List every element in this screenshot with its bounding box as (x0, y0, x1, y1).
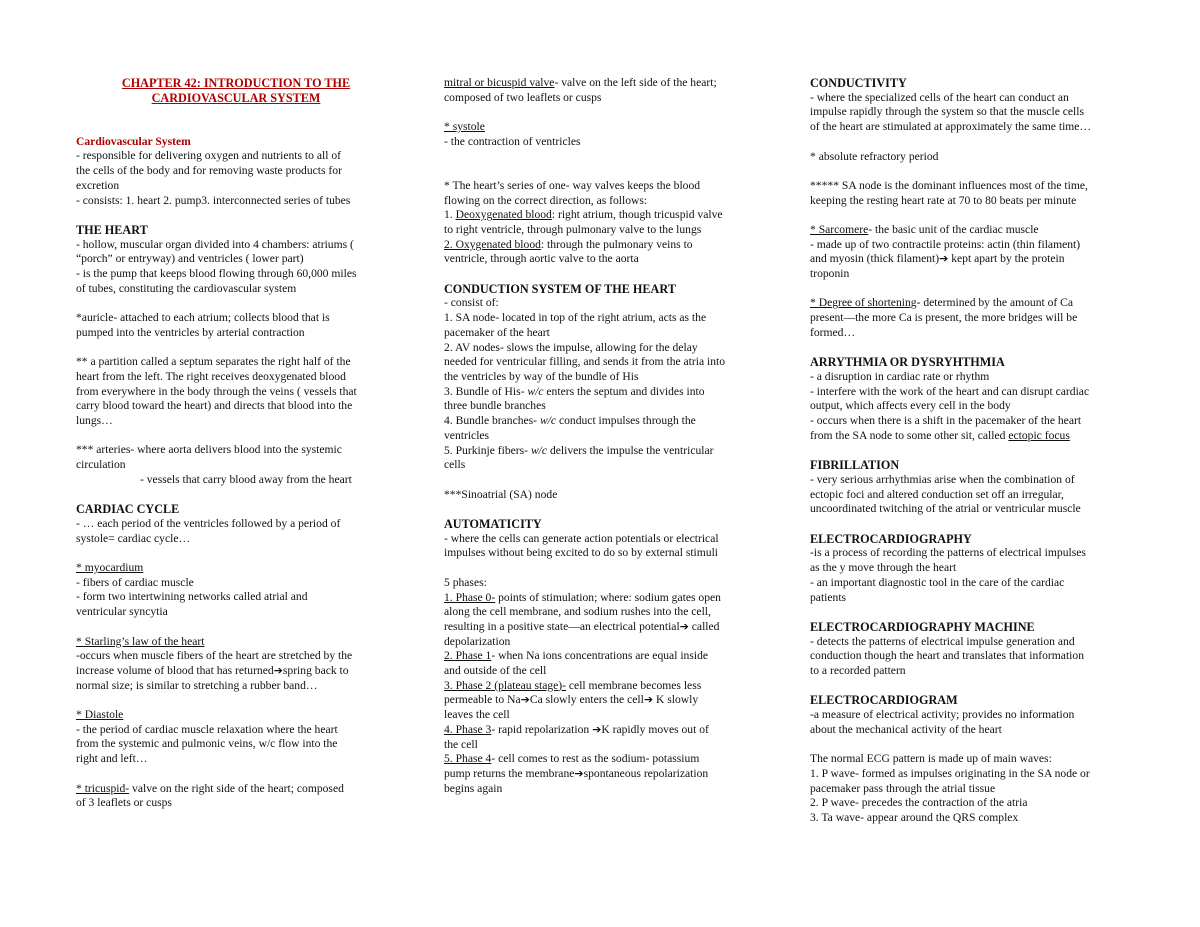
text-line: to a recorded pattern (810, 664, 906, 677)
text-line: present—the more Ca is present, the more bridges will be (810, 311, 1078, 325)
text-span: Ca slowly enters the cell (529, 693, 644, 707)
text-span: increase volume of blood that has returned (76, 663, 274, 677)
text-line: uncoordinated twitching of the atrial or ventricular muscle (810, 502, 1081, 516)
text-line: 2. AV nodes- slows the impulse, allowing for the delay (444, 340, 698, 354)
text-line: output, which affects every cell in the body (810, 399, 1011, 413)
chapter-title-line-2: CARDIOVASCULAR SYSTEM (151, 90, 321, 105)
text-line: pacemaker pass through the atrial tissue (810, 781, 996, 795)
text-line: ventricular syncytia (76, 605, 168, 619)
text-line: cells (444, 458, 466, 472)
text-line: * absolute refractory period (810, 149, 939, 163)
text-line (76, 782, 396, 797)
right-arrow-icon: ➔ (273, 663, 283, 677)
text-line: -a measure of electrical activity; provides no information (810, 708, 1075, 722)
text-line: formed… (810, 325, 856, 339)
text-line (444, 752, 764, 767)
text-span: w/c (530, 443, 548, 457)
tricuspid-term: * tricuspid- (76, 781, 130, 795)
text-line: heart from the left. The right receives deoxygenated blood (76, 369, 346, 383)
text-line: The normal ECG pattern is made up of main waves: (810, 752, 1052, 766)
text-span: cell membrane becomes less (566, 678, 702, 692)
column-2 (444, 76, 764, 796)
right-arrow-icon: ➔ (574, 766, 584, 780)
text-span: - determined by the amount of Ca (916, 296, 1074, 310)
text-line: excretion (76, 178, 120, 192)
text-line: patients (810, 590, 847, 604)
text-span: points of stimulation; where: sodium gates open (495, 590, 721, 604)
ectopic-focus-term: ectopic focus (1008, 428, 1070, 442)
text-line (444, 591, 764, 606)
text-line: - form two intertwining networks called atrial and (76, 590, 308, 604)
text-line: *** arteries- where aorta delivers blood into the systemic (76, 443, 342, 457)
text-line (444, 693, 764, 708)
phase-3-term: 4. Phase 3 (444, 722, 492, 736)
right-arrow-icon: ➔ (939, 252, 949, 266)
text-line: normal size; is similar to stretching a rubber band… (76, 678, 318, 692)
text-span: w/c (539, 414, 557, 428)
text-span: - valve on the left side of the heart; (554, 76, 717, 89)
text-line: 1. P wave- formed as impulses originating in the SA node or (810, 766, 1090, 780)
text-line: -occurs when muscle fibers of the heart are stretched by the (76, 649, 353, 663)
right-arrow-icon: ➔ (643, 693, 654, 707)
text-line: - interfere with the work of the heart and can disrupt cardiac (810, 384, 1090, 398)
text-line: carry blood toward the heart) and directs that blood into the (76, 399, 353, 413)
electrocardiography-heading: ELECTROCARDIOGRAPHY (810, 531, 972, 546)
text-span: enters the septum and divides into (543, 384, 705, 398)
text-line (810, 296, 1130, 311)
text-line: impulses without being excited to do so by external stimuli (444, 546, 719, 560)
text-span: 4. Bundle branches- (444, 414, 540, 428)
text-line: - the period of cardiac muscle relaxation where the heart (76, 722, 338, 736)
text-line: of tubes, constituting the cardiovascular system (76, 281, 297, 295)
cardiovascular-system-heading: Cardiovascular System (76, 134, 191, 148)
cardiac-cycle-heading: CARDIAC CYCLE (76, 502, 180, 517)
fibrillation-heading: FIBRILLATION (810, 458, 900, 473)
arrythmia-heading: ARRYTHMIA OR DYSRYHTHMIA (810, 355, 1005, 370)
text-line (444, 444, 764, 459)
text-line: - an important diagnostic tool in the care of the cardiac (810, 575, 1065, 589)
text-line: - responsible for delivering oxygen and nutrients to all of (76, 149, 341, 163)
text-line (444, 238, 764, 253)
text-line: and outside of the cell (444, 664, 547, 678)
text-line (444, 679, 764, 694)
text-line: 3. Ta wave- appear around the QRS complex (810, 811, 1019, 824)
text-span: K slowly (653, 693, 699, 707)
text-line: to right ventricle, through pulmonary valve to the lungs (444, 222, 702, 236)
chapter-title-line-1: CHAPTER 42: INTRODUCTION TO THE (121, 76, 351, 90)
electrocardiogram-heading: ELECTROCARDIOGRAM (810, 693, 958, 708)
degree-of-shortening-term: * Degree of shortening (810, 296, 917, 310)
text-line: conduction though the heart and translates that information (810, 649, 1084, 663)
text-span: : right atrium, though tricuspid valve (551, 208, 723, 222)
oxygenated-term: 2. Oxygenated blood (444, 237, 541, 251)
text-span: spring back to (282, 663, 349, 677)
text-line: begins again (444, 781, 503, 795)
text-span: valve on the right side of the heart; composed (129, 781, 344, 795)
phase-1-term: 2. Phase 1 (444, 649, 492, 663)
text-span: from the SA node to some other sit, called (810, 428, 1009, 442)
text-line: - consist of: (444, 296, 499, 310)
text-line: circulation (76, 458, 126, 472)
text-line: systole= cardiac cycle… (76, 531, 191, 545)
sarcomere-term: * Sarcomere (810, 222, 869, 236)
text-line: impulse rapidly through the system so that the muscle cells (810, 105, 1085, 119)
text-line: of 3 leaflets or cusps (76, 796, 172, 810)
text-line (444, 76, 764, 91)
ecg-machine-heading: ELECTROCARDIOGRAPHY MACHINE (810, 619, 1035, 634)
text-span: pump returns the membrane (444, 766, 575, 780)
text-line: -is a process of recording the patterns of electrical impulses (810, 546, 1086, 560)
text-line (444, 620, 764, 635)
text-line: ***** SA node is the dominant influences most of the time, (810, 178, 1088, 192)
text-line: ** a partition called a septum separates the right half of the (76, 355, 351, 369)
text-line: as the y move through the heart (810, 561, 957, 575)
text-line: pacemaker of the heart (444, 325, 550, 339)
text-line: right and left… (76, 752, 148, 766)
text-line (444, 385, 764, 400)
the-heart-heading: THE HEART (76, 222, 148, 237)
deoxygenated-term: Deoxygenated blood (455, 208, 552, 222)
text-span: - when Na ions concentrations are equal inside (491, 649, 709, 663)
text-span: and myosin (thick filament) (810, 252, 940, 266)
text-span: - rapid repolarization (491, 722, 593, 736)
text-span: - cell comes to rest as the sodium- potassium (491, 752, 700, 766)
text-line (810, 252, 1130, 267)
text-line: troponin (810, 267, 850, 281)
text-line: from everywhere in the body through the veins ( vessels that (76, 384, 357, 398)
text-line: - a disruption in cardiac rate or rhythm (810, 369, 990, 383)
phase-4-term: 5. Phase 4 (444, 752, 492, 766)
right-arrow-icon: ➔ (679, 619, 689, 633)
text-span: : through the pulmonary veins to (540, 237, 693, 251)
text-span: spontaneous repolarization (583, 766, 709, 780)
text-line: ectopic foci and altered conduction set off an irregular, (810, 487, 1064, 501)
text-line: keeping the resting heart rate at 70 to 80 beats per minute (810, 193, 1077, 207)
text-line: 5 phases: (444, 575, 487, 589)
starling-term: * Starling’s law of the heart (76, 634, 205, 648)
text-line: - occurs when there is a shift in the pacemaker of the heart (810, 414, 1082, 428)
text-line: - is the pump that keeps blood flowing through 60,000 miles (76, 267, 357, 281)
text-span: conduct impulses through the (556, 414, 696, 428)
column-1 (76, 76, 396, 811)
systole-heading (444, 120, 764, 135)
text-line: - the contraction of ventricles (444, 134, 581, 148)
text-line: the ventricles by way of the bundle of His (444, 370, 639, 383)
text-line: along the cell membrane, and sodium rushes into the cell, (444, 605, 711, 619)
text-span: resulting in a positive state—an electrical potential (444, 619, 680, 633)
text-span: kept apart by the protein (948, 252, 1065, 266)
text-line: composed of two leaflets or cusps (444, 90, 602, 104)
text-line: - where the specialized cells of the heart can conduct an (810, 90, 1069, 104)
column-3 (810, 76, 1130, 826)
right-arrow-icon: ➔ (520, 693, 530, 707)
conductivity-heading: CONDUCTIVITY (810, 76, 907, 90)
text-line: pumped into the ventricles by arterial contraction (76, 325, 305, 339)
text-line: - hollow, muscular organ divided into 4 chambers: atriums ( (76, 237, 354, 251)
text-line (810, 429, 1130, 444)
text-span: called (688, 619, 720, 633)
automaticity-heading: AUTOMATICITY (444, 517, 542, 531)
text-line: needed for ventricular filling, and sends it from the atria into (444, 355, 726, 369)
text-line: about the mechanical activity of the heart (810, 722, 1002, 736)
text-span: delivers the impulse the ventricular (547, 443, 714, 457)
text-span: 3. Bundle of His- (444, 384, 528, 398)
right-arrow-icon: ➔ (592, 722, 602, 736)
text-line (444, 723, 764, 738)
text-line: - where the cells can generate action potentials or electrical (444, 531, 719, 545)
text-line (810, 223, 1130, 238)
text-line (444, 767, 764, 782)
text-line: the cell (444, 737, 478, 751)
text-line (444, 208, 764, 223)
text-line: - fibers of cardiac muscle (76, 575, 194, 589)
text-line: three bundle branches (444, 399, 546, 413)
text-line: depolarization (444, 634, 511, 648)
myocardium-term: * myocardium (76, 561, 144, 575)
text-span: - the basic unit of the cardiac muscle (868, 222, 1039, 236)
conduction-system-heading: CONDUCTION SYSTEM OF THE HEART (444, 281, 676, 296)
text-span: w/c (527, 384, 544, 398)
text-line: - detects the patterns of electrical impulse generation and (810, 634, 1075, 648)
text-line: ***Sinoatrial (SA) node (444, 487, 558, 501)
text-line (444, 414, 764, 429)
text-span: K rapidly moves out of (601, 722, 709, 736)
text-line: from the systemic and pulmonic veins, w/c flow into the (76, 737, 338, 751)
text-line: leaves the cell (444, 708, 510, 722)
text-span: permeable to Na (444, 693, 521, 707)
text-line: ventricle, through aortic valve to the aorta (444, 252, 639, 266)
text-line: - vessels that carry blood away from the heart (140, 472, 352, 486)
mitral-term: mitral or bicuspid valve (444, 76, 555, 89)
text-line: of the heart are stimulated at approximately the same time… (810, 120, 1092, 134)
text-line: *auricle- attached to each atrium; collects blood that is (76, 311, 330, 325)
text-line: - … each period of the ventricles followed by a period of (76, 516, 341, 530)
text-line: - made up of two contractile proteins: actin (thin filament) (810, 237, 1081, 251)
text-line: flowing on the correct direction, as follows: (444, 193, 648, 207)
text-line: 1. SA node- located in top of the right atrium, acts as the (444, 311, 707, 325)
phase-0-term: 1. Phase 0- (444, 590, 496, 604)
phase-2-term: 3. Phase 2 (plateau stage)- (444, 678, 567, 692)
text-span: 5. Purkinje fibers- (444, 443, 531, 457)
text-line (76, 664, 396, 679)
text-line: 2. P wave- precedes the contraction of the atria (810, 796, 1028, 810)
text-line: * The heart’s series of one- way valves keeps the blood (444, 178, 701, 192)
text-line: ventricles (444, 428, 490, 442)
text-line: - very serious arrhythmias arise when the combination of (810, 472, 1075, 486)
text-line: lungs… (76, 414, 113, 428)
diastole-term: * Diastole (76, 708, 124, 722)
text-line: - consists: 1. heart 2. pump3. interconnected series of tubes (76, 193, 351, 207)
starling-heading (76, 635, 396, 650)
text-line (444, 649, 764, 664)
text-span: 1. (444, 208, 456, 222)
text-line: “porch” or entryway) and ventricles ( lower part) (76, 252, 304, 266)
myocardium-heading (76, 561, 396, 576)
systole-term: * systole (444, 120, 485, 134)
text-line: the cells of the body and for removing waste products for (76, 164, 342, 178)
diastole-heading (76, 708, 396, 723)
